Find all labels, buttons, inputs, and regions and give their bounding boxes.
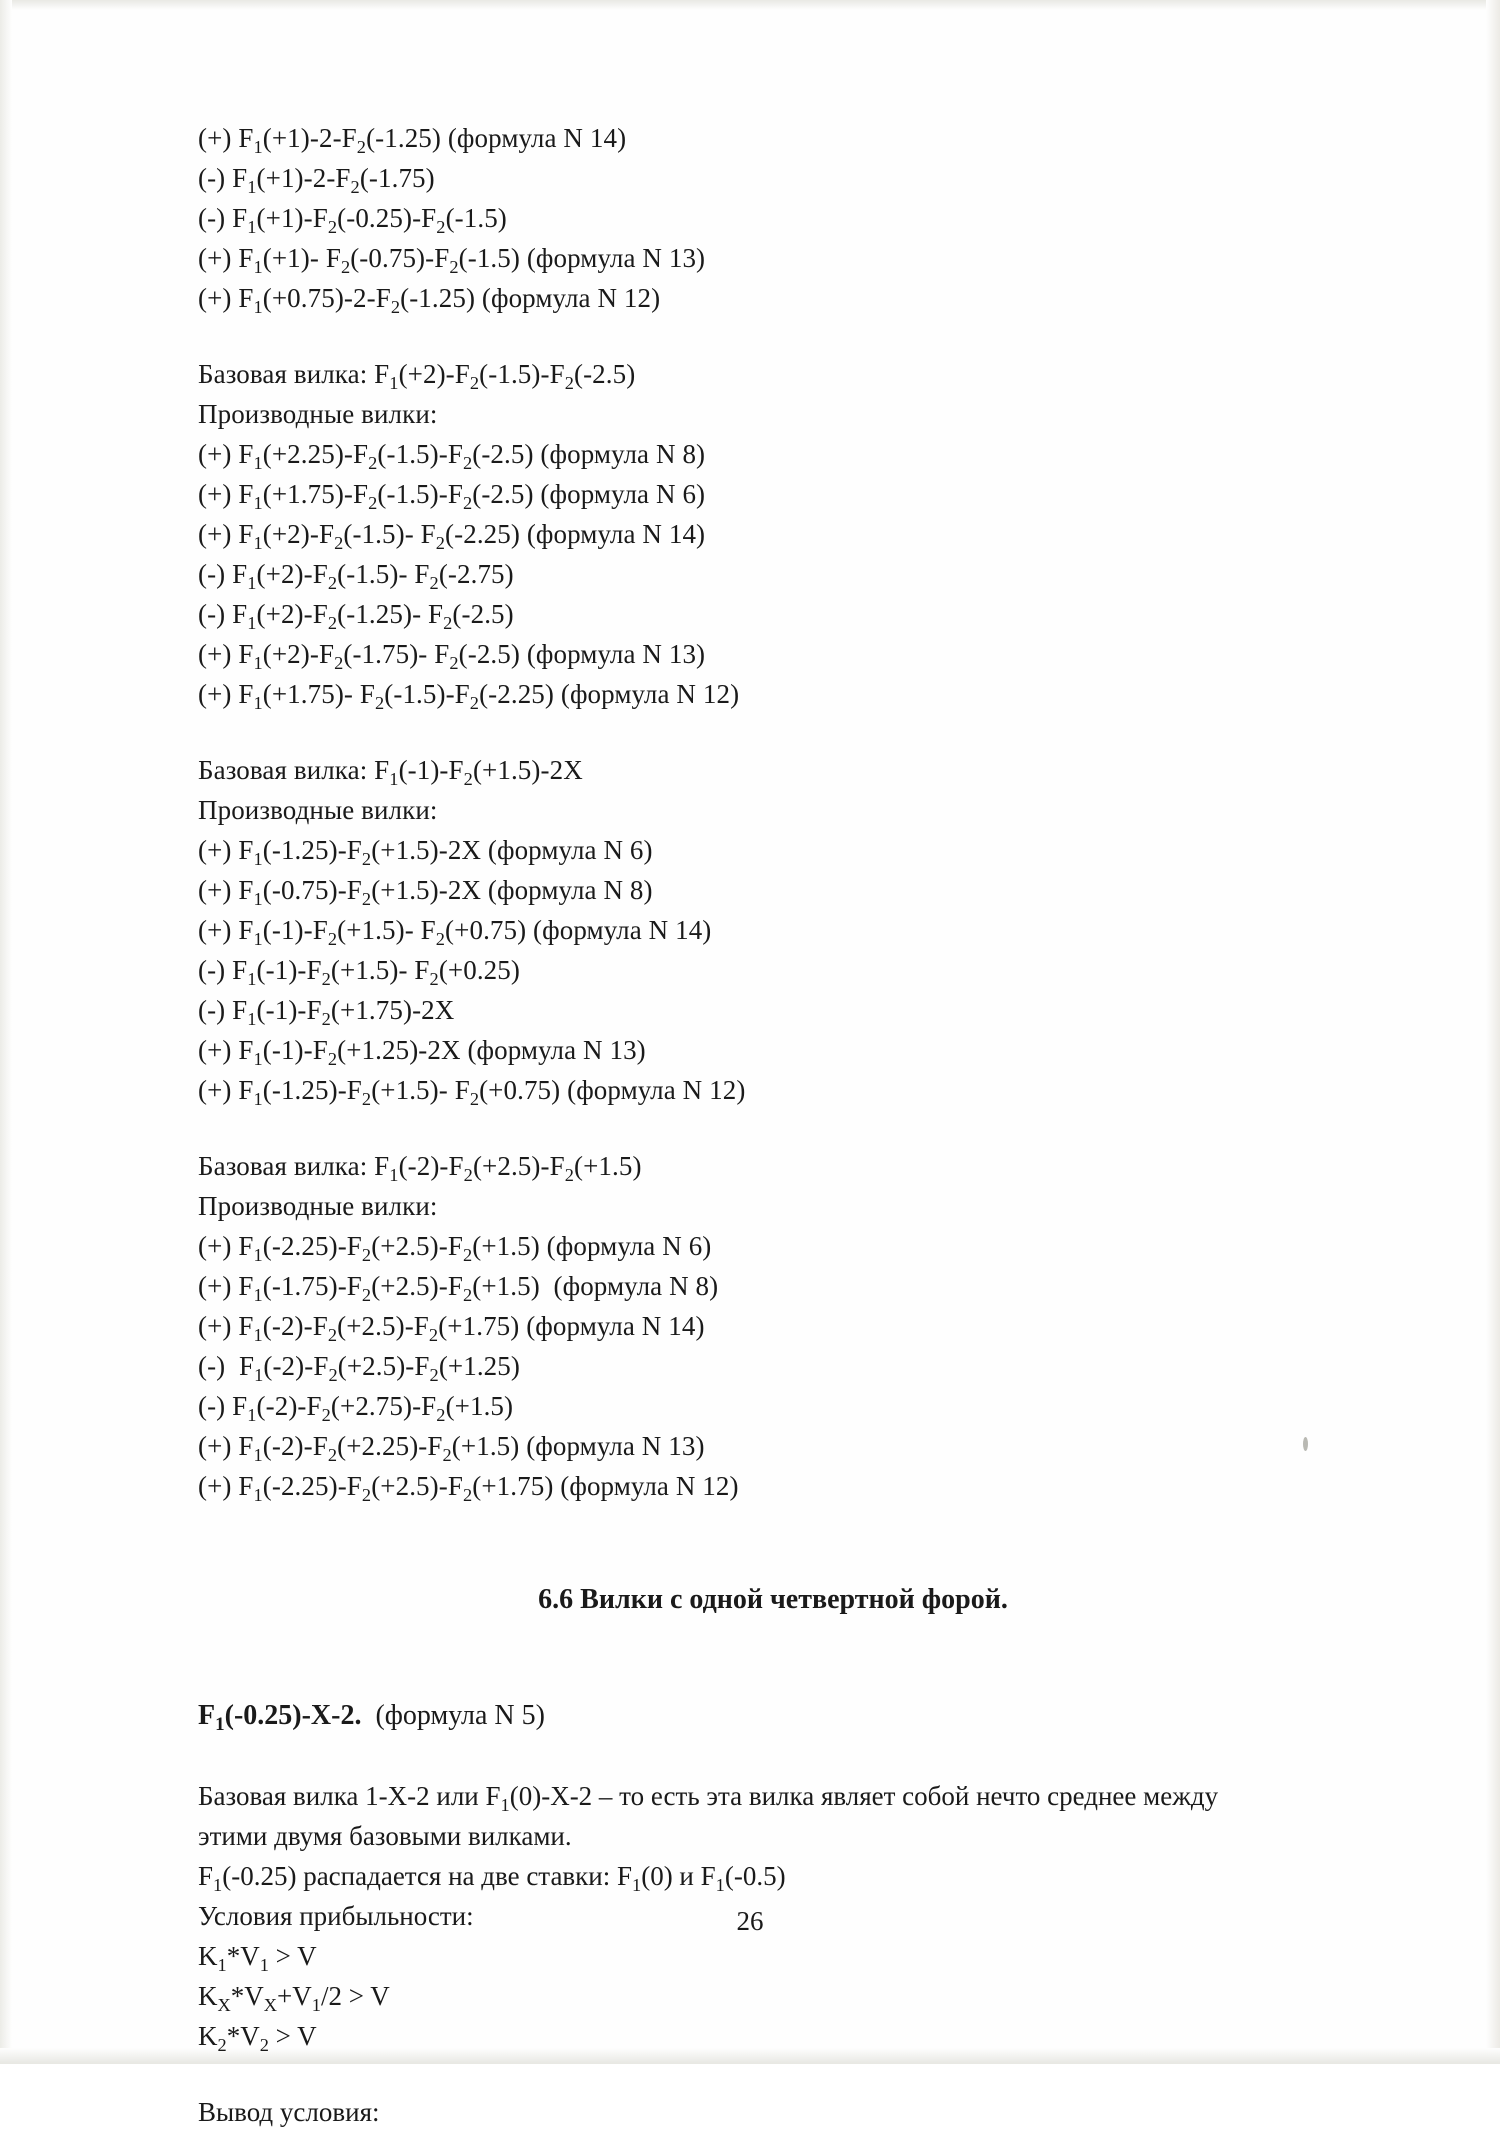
fork-line: (+) $F_1(-1)-F_2(+1.25)-2X$ (формула N 13) (198, 1035, 646, 1069)
fork-line: (-) $F_1(+2)-F_2(-1.5)-$ $F_2(-2.75)$ (198, 559, 514, 593)
fork-line: (+) $F_1(-0.75)-F_2(+1.5)-2X$ (формула N 8) (198, 875, 653, 909)
spacer (198, 1110, 1348, 1146)
fork-line: (+) $F_1(-2)-F_2(+2.5)-F_2(+1.75)$ (формула N 14) (198, 1311, 705, 1345)
body-line: $K_2*V_2 > V$ (198, 2021, 317, 2055)
base-fork-line: Базовая вилка: $F_1(+2)-F_2(-1.5)-F_2(-2.5)$ (198, 359, 636, 393)
fork-line: (+) $F_1(+1.75)-$ $F_2(-1.5)-F_2(-2.25)$ (формула N 12) (198, 679, 740, 713)
fork-list-top (198, 118, 1348, 318)
fork-line: (+) $F_1(-1.75)-F_2(+2.5)-F_2(+1.5)$ (формула N 8) (198, 1271, 719, 1305)
formula-heading (198, 1696, 1348, 1736)
body-line: $K_X*V_X+V_1/2 > V$ (198, 1981, 390, 2015)
fork-line: (-) $F_1(+1)-F_2(-0.25)-F_2(-1.5)$ (198, 203, 507, 237)
scan-edge-top (0, 0, 1500, 10)
fork-line: (+) $F_1(+1)-2-F_2(-1.25)$ (формула N 14) (198, 123, 627, 157)
derived-forks-label: Производные вилки: (198, 399, 438, 429)
fork-line: (+) $F_1(-2.25)-F_2(+2.5)-F_2(+1.5)$ (формула N 6) (198, 1231, 712, 1265)
fork-line: (+) $F_1(+0.75)-2-F_2(-1.25)$ (формула N 12) (198, 283, 661, 317)
fork-line: (-) $F_1(-2)-F_2(+2.75)-F_2(+1.5)$ (198, 1391, 514, 1425)
fork-line: (+) $F_1(-2)-F_2(+2.25)-F_2(+1.5)$ (формула N 13) (198, 1431, 705, 1465)
body-line: $K_1*V_1 > V$ (198, 1941, 317, 1975)
scan-edge-right (1486, 0, 1500, 2064)
fork-line: (+) $F_1(+2)-F_2(-1.5)-$ $F_2(-2.25)$ (формула N 14) (198, 519, 706, 553)
fork-line: (+) $F_1(-2.25)-F_2(+2.5)-F_2(+1.75)$ (формула N 12) (198, 1471, 739, 1505)
spacer (198, 318, 1348, 354)
body-line: Базовая вилка 1-Х-2 или $F_1(0)-Х-2$ – то есть эта вилка являет собой нечто среднее между (198, 1781, 1219, 1815)
section-heading: 6.6 Вилки с одной четвертной форой. (538, 1584, 1008, 1615)
spacer (198, 2056, 1348, 2092)
fork-line: (-) $F_1(-1)-F_2(+1.75)-2X$ (198, 995, 455, 1029)
body-line: Условия прибыльности: (198, 1901, 474, 1931)
body-line: $F_1(-0.25)$ распадается на две ставки: $F_1(0)$ и $F_1(-0.5)$ (198, 1861, 786, 1895)
fork-group-3 (198, 1146, 1348, 1506)
formula-heading-name: $F_1(-0.25)-X-2$. (198, 1700, 362, 1736)
derived-forks-label: Производные вилки: (198, 1191, 438, 1221)
fork-line: (-) $F_1(-1)-F_2(+1.5)-$ $F_2(+0.25)$ (198, 955, 520, 989)
document-body (198, 118, 1348, 2132)
formula-heading-note: (формула N 5) (361, 1700, 545, 1731)
fork-group-2 (198, 750, 1348, 1110)
scan-edge-left (0, 0, 12, 2064)
fork-line: (+) $F_1(+2)-F_2(-1.75)-$ $F_2(-2.5)$ (формула N 13) (198, 639, 706, 673)
fork-line: (+) $F_1(-1.25)-F_2(+1.5)-2X$ (формула N 6) (198, 835, 653, 869)
page-number: 26 (736, 1906, 764, 1936)
fork-group-1 (198, 354, 1348, 714)
closing-line: Вывод условия: (198, 2097, 380, 2127)
fork-line: (+) $F_1(-1.25)-F_2(+1.5)-$ $F_2(+0.75)$ (формула N 12) (198, 1075, 746, 1109)
derived-forks-label: Производные вилки: (198, 795, 438, 825)
base-fork-line: Базовая вилка: $F_1(-2)-F_2(+2.5)-F_2(+1.5)$ (198, 1151, 642, 1185)
base-fork-line: Базовая вилка: $F_1(-1)-F_2(+1.5)-2X$ (198, 755, 583, 789)
fork-line: (+) $F_1(+1)-$ $F_2(-0.75)-F_2(-1.5)$ (формула N 13) (198, 243, 706, 277)
body-line: этими двумя базовыми вилками. (198, 1821, 572, 1851)
fork-line: (+) $F_1(+2.25)-F_2(-1.5)-F_2(-2.5)$ (формула N 8) (198, 439, 706, 473)
fork-line: (+) $F_1(-1)-F_2(+1.5)-$ $F_2(+0.75)$ (формула N 14) (198, 915, 712, 949)
fork-line: (+) $F_1(+1.75)-F_2(-1.5)-F_2(-2.5)$ (формула N 6) (198, 479, 706, 513)
spacer (198, 714, 1348, 750)
fork-line: (-) $F_1(-2)-F_2(+2.5)-F_2(+1.25)$ (198, 1351, 520, 1385)
fork-line: (-) $F_1(+2)-F_2(-1.25)-$ $F_2(-2.5)$ (198, 599, 514, 633)
fork-line: (-) $F_1(+1)-2-F_2(-1.75)$ (198, 163, 435, 197)
